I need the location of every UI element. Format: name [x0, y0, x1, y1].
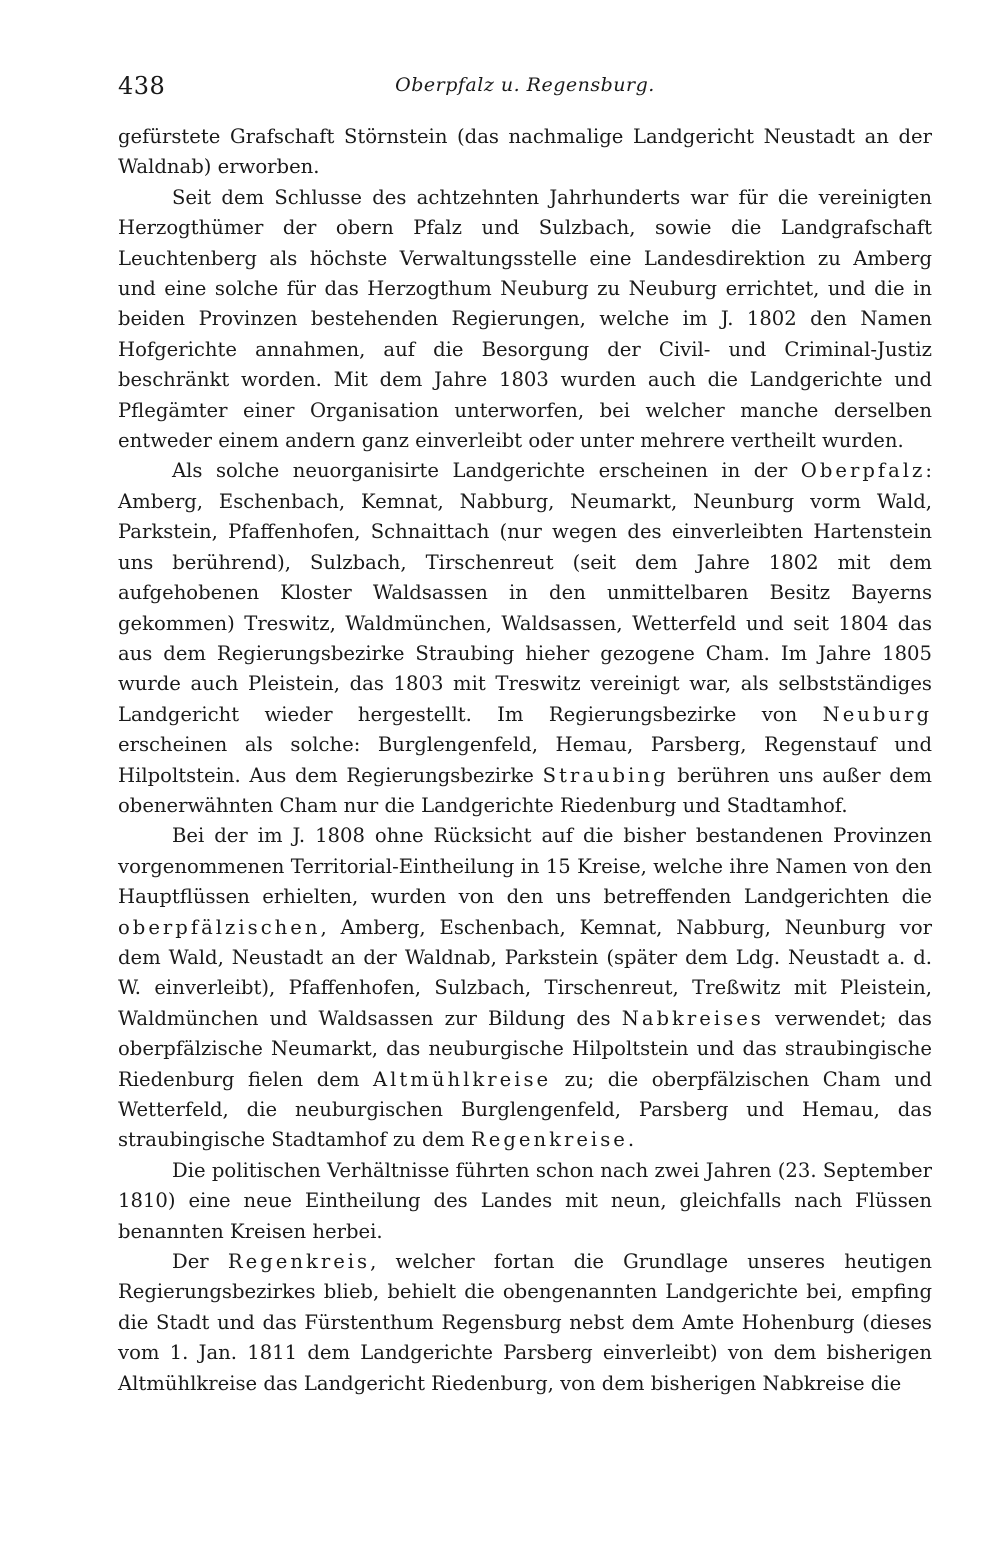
spaced-emphasis: Nabkreises	[621, 1006, 764, 1030]
spaced-emphasis: oberpfälzischen	[118, 915, 321, 939]
text-run: Als solche neuorganisirte Landgerichte erscheinen in der	[172, 459, 801, 483]
text-run: Der	[172, 1250, 228, 1274]
text-run: gefürstete Grafschaft Störnstein (das nachmalige Landgericht Neustadt an der Waldnab) erworben.	[118, 125, 932, 179]
spaced-emphasis: Straubing	[542, 763, 669, 787]
paragraph	[118, 1156, 932, 1247]
paragraph	[118, 122, 932, 183]
body-text	[118, 122, 932, 1399]
spaced-emphasis: Oberpfalz	[800, 459, 926, 483]
text-run: : Amberg, Eschenbach, Kemnat, Nabburg, Neumarkt, Neunburg vorm Wald, Parkstein, Pfaffenhofen, Schnaittach (nur wegen des einverleibten Hartenstein uns berührend), Sulzbach, Tirschenreut (seit dem Jahre 1802 mit dem aufgehobenen Kloster Waldsassen in den unmittelbaren Besitz Bayerns gekommen) Treswitz, Waldmünchen, Waldsassen, Wetterfeld und seit 1804 das aus dem Regierungsbezirke Straubing hieher gezogene Cham. Im Jahre 1805 wurde auch Pleistein, das 1803 mit Treswitz vereinigt war, als selbstständiges Landgericht wieder hergestellt. Im Regierungsbezirke von	[118, 459, 932, 726]
text-run: , welcher fortan die Grundlage unseres heutigen Regierungsbezirkes blieb, behielt die obengenannten Landgerichte bei, empfing die Stadt und das Fürstenthum Regensburg nebst dem Amte Hohenburg (dieses vom 1. Jan. 1811 dem Landgerichte Parsberg einverleibt) von dem bisherigen Altmühlkreise das Landgericht Riedenburg, von dem bisherigen Nabkreise die	[118, 1250, 932, 1395]
paragraph	[118, 1247, 932, 1399]
spaced-emphasis: Regenkreis	[227, 1250, 371, 1274]
page-number: 438	[118, 72, 166, 100]
book-page	[118, 62, 932, 1399]
text-run: Bei der im J. 1808 ohne Rücksicht auf die bisher bestandenen Provinzen vorgenommenen Territorial-Eintheilung in 15 Kreise, welche ihre Namen von den Hauptflüssen erhielten, wurden von den uns betreffenden Landgerichten die	[118, 824, 932, 909]
paragraph	[118, 821, 932, 1155]
paragraph	[118, 183, 932, 457]
text-run: erscheinen als solche: Burglengenfeld, Hemau, Parsberg, Regenstauf und Hilpoltstein. Aus dem Regierungsbezirke	[118, 733, 932, 787]
running-head	[118, 62, 932, 102]
text-run: .	[627, 1128, 635, 1152]
text-run: , Amberg, Eschenbach, Kemnat, Nabburg, Neunburg vor dem Wald, Neustadt an der Waldnab, Parkstein (später dem Ldg. Neustadt a. d. W. einverleibt), Pfaffenhofen, Sulzbach, Tirschenreut, Treßwitz mit Pleistein, Waldmünchen und Waldsassen zur Bildung des	[118, 915, 932, 1030]
text-run: berühren uns außer dem obenerwähnten Cham nur die Landgerichte Riedenburg und Stadtamhof.	[118, 763, 932, 817]
paragraph	[118, 456, 932, 821]
running-title: Oberpfalz u. Regensburg.	[395, 74, 655, 96]
text-run: verwendet; das oberpfälzische Neumarkt, das neuburgische Hilpoltstein und das straubingische Riedenburg fielen dem	[118, 1006, 932, 1091]
text-run: Die politischen Verhältnisse führten schon nach zwei Jahren (23. September 1810) eine neue Eintheilung des Landes mit neun, gleichfalls nach Flüssen benannten Kreisen herbei.	[118, 1158, 932, 1243]
spaced-emphasis: Neuburg	[822, 702, 932, 726]
spaced-emphasis: Altmühlkreise	[372, 1067, 552, 1091]
text-run: zu; die oberpfälzischen Cham und Wetterfeld, die neuburgischen Burglengenfeld, Parsberg und Hemau, das straubingische Stadtamhof zu dem	[118, 1067, 932, 1152]
spaced-emphasis: Regenkreise	[470, 1128, 628, 1152]
text-run: Seit dem Schlusse des achtzehnten Jahrhunderts war für die vereinigten Herzogthümer der obern Pfalz und Sulzbach, sowie die Landgrafschaft Leuchtenberg als höchste Verwaltungsstelle eine Landesdirektion zu Amberg und eine solche für das Herzogthum Neuburg zu Neuburg errichtet, und die in beiden Provinzen bestehenden Regierungen, welche im J. 1802 den Namen Hofgerichte annahmen, auf die Besorgung der Civil- und Criminal-Justiz beschränkt worden. Mit dem Jahre 1803 wurden auch die Landgerichte und Pflegämter einer Organisation unterworfen, bei welcher manche derselben entweder einem andern ganz einverleibt oder unter mehrere vertheilt wurden.	[118, 185, 932, 453]
